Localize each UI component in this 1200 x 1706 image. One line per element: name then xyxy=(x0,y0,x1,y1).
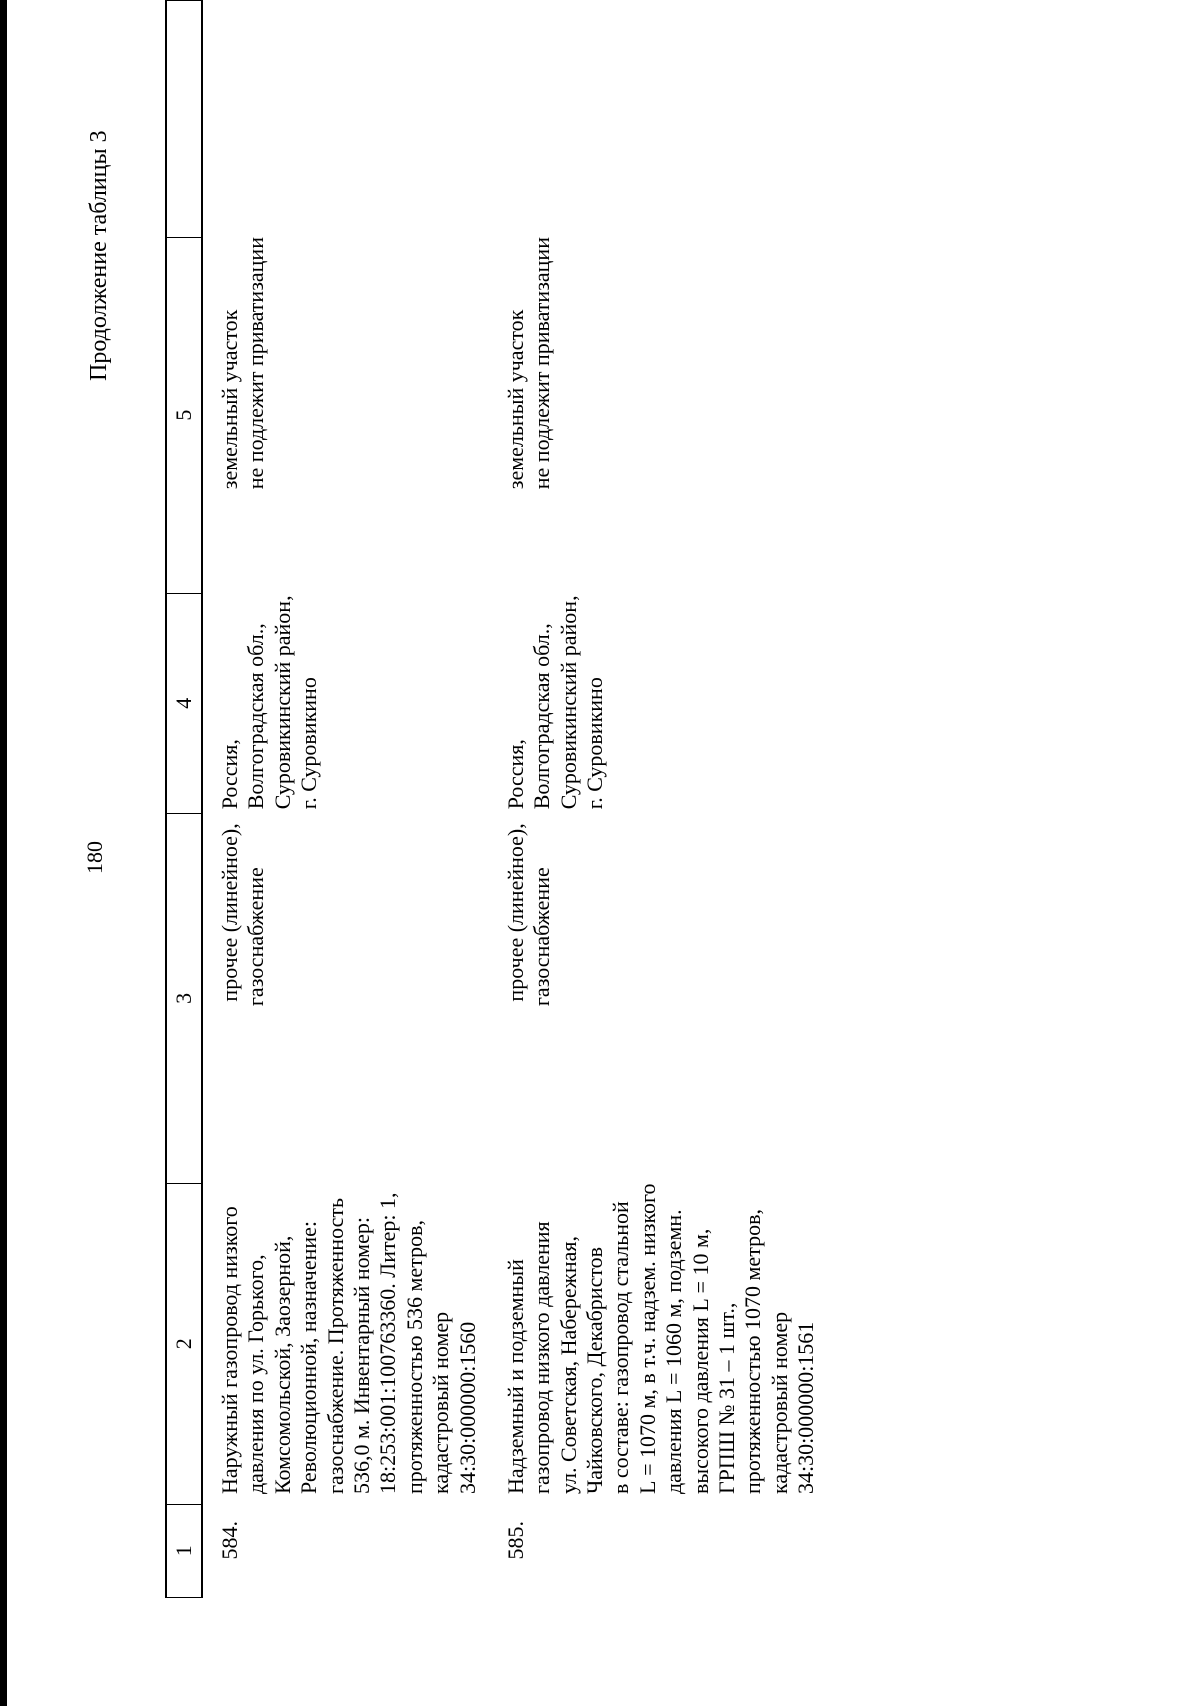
description-line: Надземный и подземный xyxy=(502,1259,528,1495)
address-line: Россия, xyxy=(217,739,242,810)
column-header-3: 3 xyxy=(166,813,202,1183)
table-row xyxy=(202,1,481,1598)
table-header-row xyxy=(166,1,202,1598)
object-description xyxy=(202,1184,481,1505)
description-line: протяженностью 536 метров, xyxy=(401,1220,427,1495)
address-line: Волгоградская обл., xyxy=(529,623,555,810)
type-line: прочее (линейное), xyxy=(502,823,528,1002)
note-line: земельный участок xyxy=(217,309,242,490)
type-line: прочее (линейное), xyxy=(217,823,242,1002)
description-line: 536,0 м. Инвентарный номер: xyxy=(348,1217,374,1495)
address-line: Волгоградская обл., xyxy=(243,623,269,810)
description-line: Чайковского, Декабристов xyxy=(582,1246,608,1495)
object-type xyxy=(481,813,820,1183)
description-line: протяженностью 1070 метров, xyxy=(740,1209,766,1495)
description-line: газопровод низкого давления xyxy=(529,1221,555,1495)
note-line: не подлежит приватизации xyxy=(243,237,269,490)
description-line: 34:30:000000:1561 xyxy=(793,1321,819,1495)
note-line: земельный участок xyxy=(502,309,528,490)
description-line: в составе: газопровод стальной xyxy=(608,1201,634,1495)
column-header-2: 2 xyxy=(166,1184,202,1505)
note-line: не подлежит приватизации xyxy=(529,237,555,490)
address-line: г. Суровикино xyxy=(296,677,322,810)
description-line: ГРПШ № 31 – 1 шт., xyxy=(714,1302,740,1495)
row-number: 585. xyxy=(502,1521,528,1560)
address-line: Суровикинский район, xyxy=(555,595,581,810)
column-header-5: 5 xyxy=(166,237,202,593)
address-line: Суровикинский район, xyxy=(269,595,295,810)
object-address xyxy=(481,593,820,813)
address-line: г. Суровикино xyxy=(582,677,608,810)
type-line: газоснабжение xyxy=(529,867,555,1007)
description-line: 34:30:000000:1560 xyxy=(454,1321,480,1495)
description-line: Комсомольской, Заозерной, xyxy=(269,1235,295,1495)
blank-cell xyxy=(202,1,481,238)
object-address xyxy=(202,593,481,813)
blank-cell xyxy=(481,1,820,238)
object-type xyxy=(202,813,481,1183)
address-line: Россия, xyxy=(502,739,528,810)
description-line: газоснабжение. Протяженность xyxy=(322,1197,348,1495)
table-caption: Продолжение таблицы 3 xyxy=(86,130,112,381)
page-number: 180 xyxy=(82,841,107,874)
column-header-blank xyxy=(166,1,202,238)
description-line: давления по ул. Горького, xyxy=(243,1254,269,1495)
description-line: высокого давления L = 10 м, xyxy=(687,1228,713,1495)
property-table xyxy=(165,0,820,1598)
description-line: кадастровый номер xyxy=(766,1311,792,1495)
object-note xyxy=(202,237,481,593)
description-line: L = 1070 м, в т.ч. надзем. низкого xyxy=(634,1183,660,1495)
description-line: кадастровый номер xyxy=(428,1311,454,1495)
table-row xyxy=(481,1,820,1598)
row-number: 584. xyxy=(217,1521,242,1560)
column-header-1: 1 xyxy=(166,1504,202,1597)
column-header-4: 4 xyxy=(166,593,202,813)
object-description xyxy=(481,1184,820,1505)
object-note xyxy=(481,237,820,593)
type-line: газоснабжение xyxy=(243,867,269,1007)
description-line: 18:253:001:100763360. Литер: 1, xyxy=(375,1192,401,1495)
description-line: Наружный газопровод низкого xyxy=(217,1206,242,1495)
description-line: ул. Советская, Набережная, xyxy=(555,1235,581,1495)
description-line: давления L = 1060 м, подземн. xyxy=(661,1209,687,1495)
description-line: Революционной, назначение: xyxy=(296,1220,322,1495)
